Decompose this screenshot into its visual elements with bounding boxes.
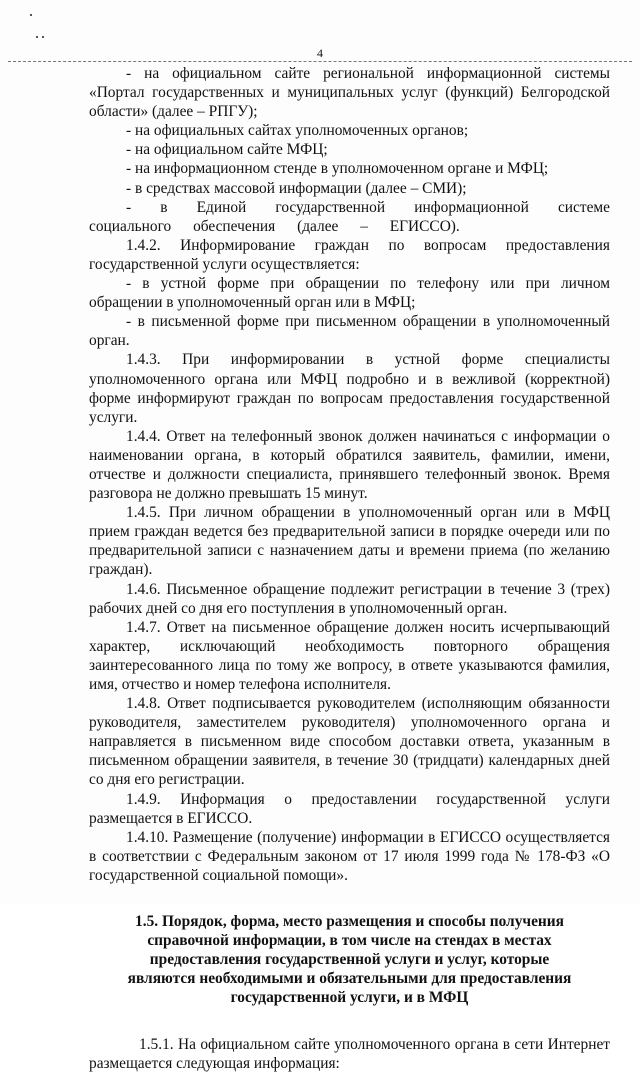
- paragraph: - на официальных сайтах уполномоченных органов;: [126, 122, 469, 140]
- scan-mark: [30, 14, 32, 16]
- paragraph: 1.4.5. При личном обращении в уполномоченный орган или в МФЦ прием граждан ведется без предварительной записи в порядке очереди или по предварительной записи с назначением даты и времени приема (по желанию граждан).: [89, 504, 610, 579]
- paragraph: 1.4.4. Ответ на телефонный звонок должен начинаться с информации о наименовании органа, в который обратился заявитель, фамилии, имени, отчестве и должности специалиста, принявшего телефонный звонок. Время разговора не должно превышать 15 минут.: [89, 427, 610, 503]
- paragraph: - на официальном сайте региональной информационной системы «Портал государственных и муниципальных услуг (функций) Белгородской области» (далее – РПГУ);: [89, 65, 610, 121]
- paragraph: - в устной форме при обращении по телефону или при личном обращении в уполномоченный орган или в МФЦ;: [89, 275, 610, 312]
- paragraph: - в Единой государственной информационной системе социального обеспечения (далее – ЕГИССО).: [89, 198, 610, 235]
- section-heading: 1.5. Порядок, форма, место размещения и способы получения справочной информации, в том числе на стендах в местах предоставления государственной услуги и услуг, которые являются необходимыми и обязательными для предоставления государственной услуги, и в МФЦ: [127, 913, 572, 1007]
- document-body: [89, 64, 610, 1073]
- paragraph: - на информационном стенде в уполномоченном органе и МФЦ;: [126, 160, 549, 178]
- scan-mark: [36, 36, 38, 38]
- paragraph: 1.4.10. Размещение (получение) информации в ЕГИССО осуществляется в соответствии с Федеральным законом от 17 июля 1999 года № 178-ФЗ «О государственной социальной помощи».: [89, 828, 610, 884]
- paragraph: 1.5.1. На официальном сайте уполномоченного органа в сети Интернет размещается следующая информация:: [89, 1035, 610, 1072]
- paragraph: 1.4.8. Ответ подписывается руководителем (исполняющим обязанности руководителя, заместителем руководителя) уполномоченного органа и направляется в письменном виде способом доставки ответа, указанным в письменном обращении заявителя, в течение 30 (тридцати) календарных дней со дня его регистрации.: [89, 695, 610, 789]
- header-rule: [8, 61, 632, 62]
- paragraph: - на официальном сайте МФЦ;: [126, 141, 328, 159]
- paragraph: - в средствах массовой информации (далее – СМИ);: [126, 179, 467, 197]
- paragraph: - в письменной форме при письменном обращении в уполномоченный орган.: [89, 313, 610, 350]
- paragraph: 1.4.3. При информировании в устной форме специалисты уполномоченного органа или МФЦ подробно и в вежливой (корректной) форме информируют граждан по вопросам предоставления государственной услуги.: [89, 351, 610, 426]
- page-number: 4: [317, 46, 323, 60]
- paragraph: 1.4.2. Информирование граждан по вопросам предоставления государственной услуги осуществляется:: [89, 236, 610, 273]
- paragraph: 1.4.7. Ответ на письменное обращение должен носить исчерпывающий характер, исключающий необходимость повторного обращения заинтересованного лица по тому же вопросу, в ответе указываются фамилия, имя, отчество и номер телефона исполнителя.: [89, 618, 610, 693]
- scan-mark: [42, 36, 44, 38]
- paragraph: 1.4.6. Письменное обращение подлежит регистрации в течение 3 (трех) рабочих дней со дня его поступления в уполномоченный орган.: [89, 580, 610, 617]
- paragraph: 1.4.9. Информация о предоставлении государственной услуги размещается в ЕГИССО.: [89, 790, 610, 827]
